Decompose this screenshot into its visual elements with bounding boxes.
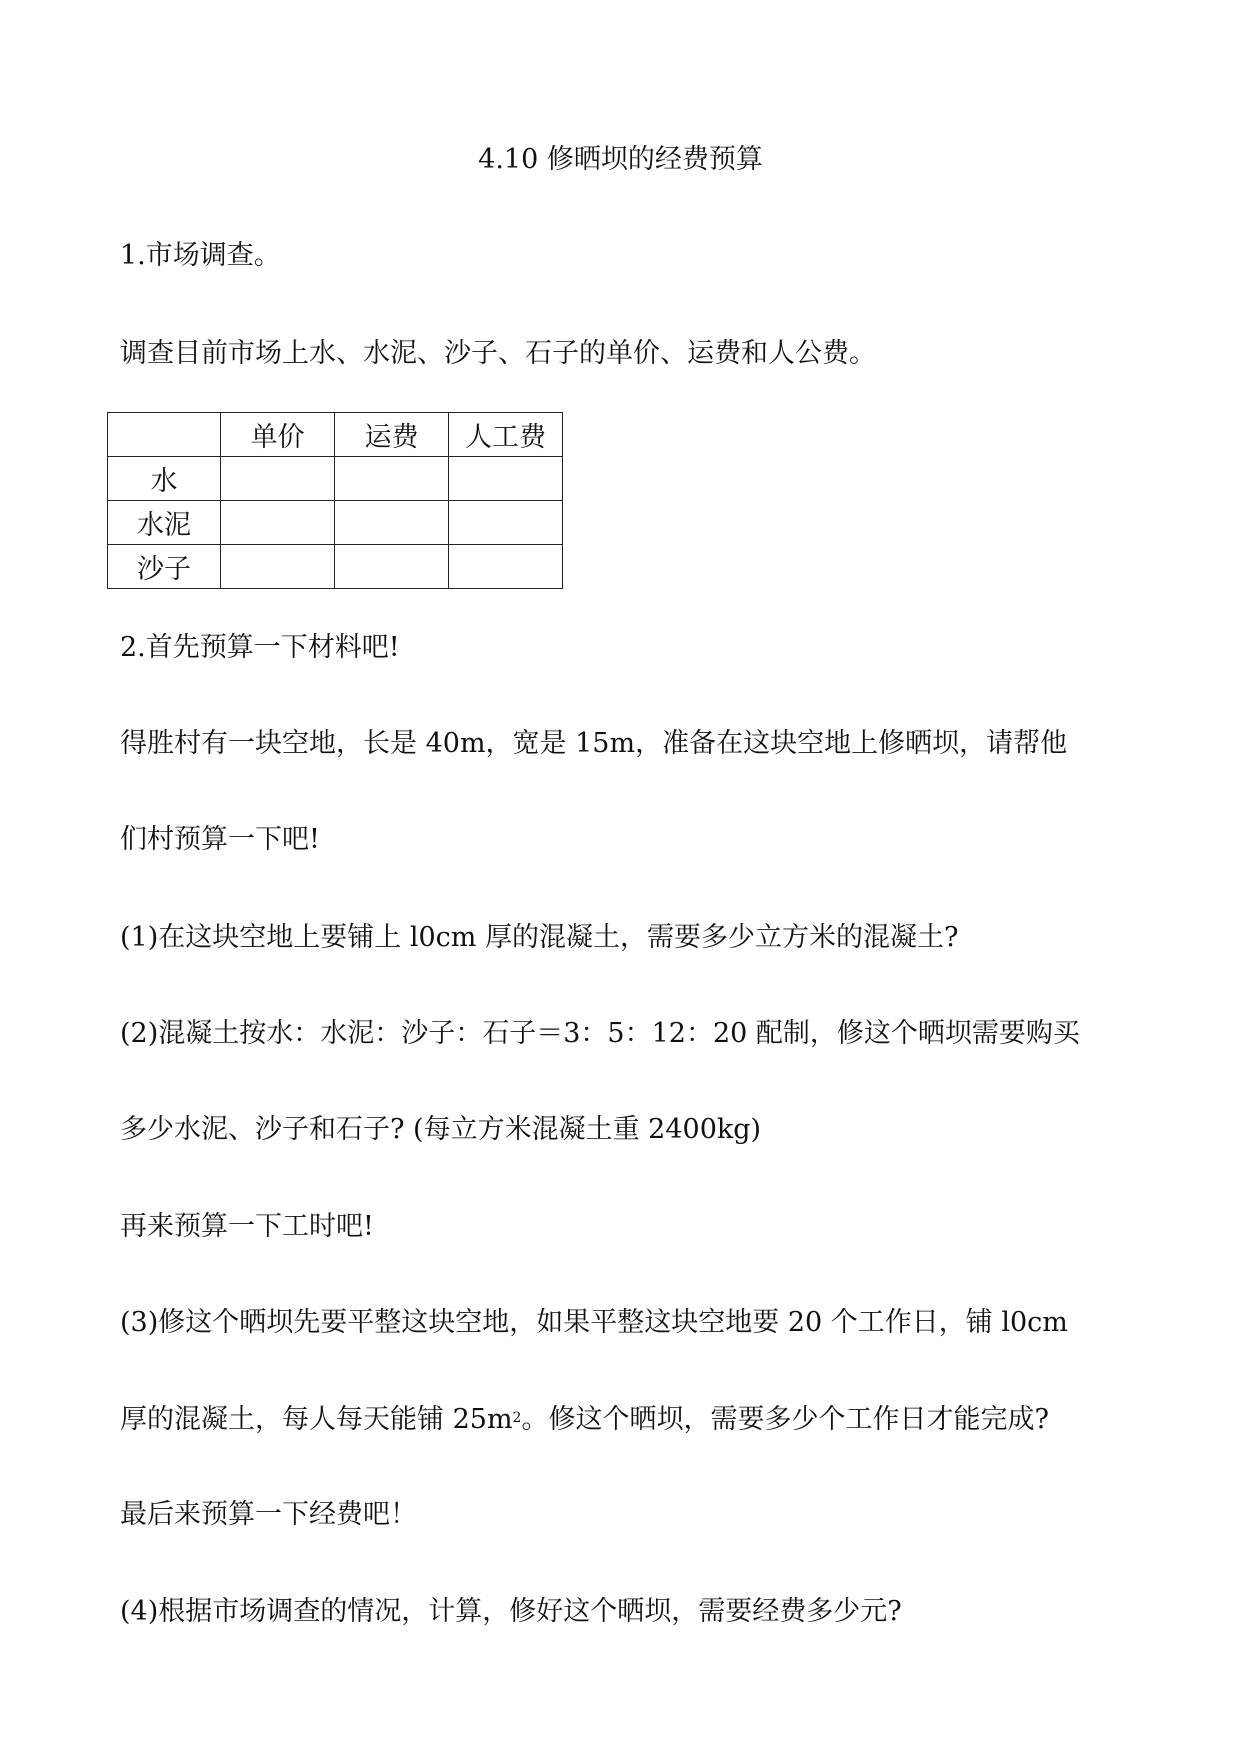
question-2-line2: 多少水泥、沙子和石子? (每立方米混凝土重 2400kg): [120, 1114, 762, 1145]
table-cell[interactable]: [221, 457, 335, 501]
table-header-row: [108, 413, 563, 457]
table-cell[interactable]: [449, 457, 563, 501]
table-cell[interactable]: [335, 501, 449, 545]
question-3-text-a: 厚的混凝土，每人每天能铺 25m: [120, 1404, 513, 1435]
row-header: 水泥: [108, 501, 221, 545]
table-cell[interactable]: [335, 457, 449, 501]
row-header: 沙子: [108, 545, 221, 589]
column-header: 单价: [221, 413, 335, 457]
section2-heading: 2.首先预算一下材料吧!: [120, 632, 400, 663]
section2-intro-line1: 得胜村有一块空地，长是 40m，宽是 15m，准备在这块空地上修晒坝，请帮他: [120, 728, 1068, 759]
table-cell[interactable]: [221, 501, 335, 545]
table-corner-cell: [108, 413, 221, 457]
question-3-text-b: 。修这个晒坝，需要多少个工作日才能完成?: [521, 1404, 1049, 1435]
table-cell[interactable]: [449, 545, 563, 589]
table-cell[interactable]: [335, 545, 449, 589]
question-4: (4)根据市场调查的情况，计算，修好这个晒坝，需要经费多少元?: [120, 1596, 902, 1627]
superscript-2: 2: [512, 1410, 522, 1426]
question-3-line2: [120, 1402, 1049, 1438]
page-title: 4.10 修晒坝的经费预算: [478, 144, 763, 175]
section2-intro-line2: 们村预算一下吧!: [120, 824, 320, 855]
section1-instruction: 调查目前市场上水、水泥、沙子、石子的单价、运费和人公费。: [120, 338, 876, 369]
column-header: 人工费: [449, 413, 563, 457]
question-3-line1: (3)修这个晒坝先要平整这块空地，如果平整这块空地要 20 个工作日，铺 l0cm: [120, 1307, 1068, 1338]
question-2-line1: (2)混凝土按水：水泥：沙子：石子＝3：5：12：20 配制，修这个晒坝需要购买: [120, 1018, 1080, 1049]
row-header: 水: [108, 457, 221, 501]
question-1: (1)在这块空地上要铺上 l0cm 厚的混凝土，需要多少立方米的混凝土?: [120, 922, 959, 953]
table-cell[interactable]: [221, 545, 335, 589]
table-row: [108, 501, 563, 545]
cost-heading: 最后来预算一下经费吧！: [120, 1499, 417, 1530]
labor-heading: 再来预算一下工时吧!: [120, 1211, 374, 1242]
table-row: [108, 457, 563, 501]
table-row: [108, 545, 563, 589]
table-cell[interactable]: [449, 501, 563, 545]
section1-heading: 1.市场调查。: [120, 240, 281, 271]
market-survey-table: [107, 412, 563, 589]
column-header: 运费: [335, 413, 449, 457]
